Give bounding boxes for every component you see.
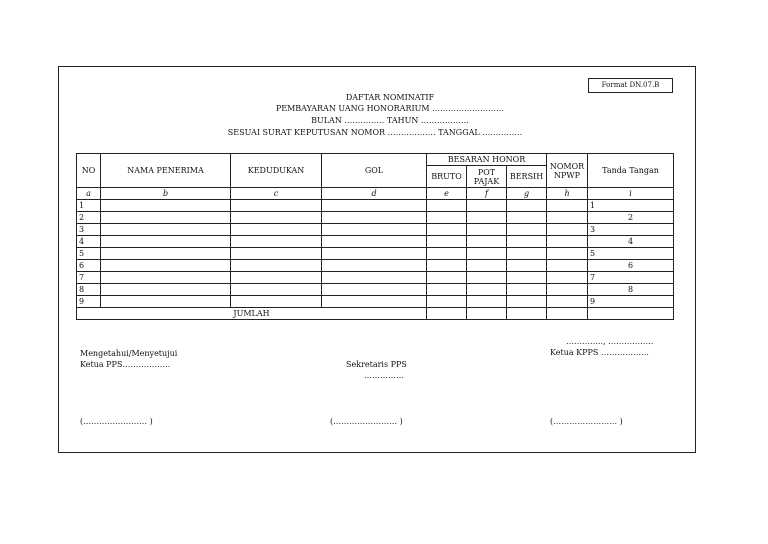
signature-slot: 9 <box>588 296 674 308</box>
place-date-line: ………….., …………….. <box>566 337 654 346</box>
row-number: 5 <box>77 248 101 260</box>
signature-slot: 8 <box>588 284 674 296</box>
header-bruto: BRUTO <box>427 166 467 188</box>
ketua-kpps-name-line: (…………………… ) <box>550 417 623 426</box>
total-row <box>77 308 674 320</box>
signature-slot: 6 <box>588 260 674 272</box>
table-row <box>77 200 674 212</box>
header-kedudukan: KEDUDUKAN <box>231 154 322 188</box>
letter-cell: c <box>231 188 322 200</box>
column-letter-row <box>77 188 674 200</box>
letter-cell: h <box>547 188 588 200</box>
signature-slot: 4 <box>588 236 674 248</box>
doc-subtitle-payment: PEMBAYARAN UANG HONORARIUM ……………………… <box>275 104 505 113</box>
row-number: 8 <box>77 284 101 296</box>
table-row <box>77 284 674 296</box>
table-row <box>77 236 674 248</box>
signature-slot: 7 <box>588 272 674 284</box>
signature-slot: 3 <box>588 224 674 236</box>
header-pot-pajak: POT PAJAK <box>467 166 507 188</box>
letter-cell: d <box>322 188 427 200</box>
table-row <box>77 224 674 236</box>
row-number: 1 <box>77 200 101 212</box>
header-bersih: BERSIH <box>507 166 547 188</box>
row-number: 3 <box>77 224 101 236</box>
doc-subtitle-decree: SESUAI SURAT KEPUTUSAN NOMOR ……………… TANGGAL …………… <box>227 128 523 137</box>
header-tanda-tangan: Tanda Tangan <box>588 154 674 188</box>
header-besaran-honor: BESARAN HONOR <box>427 154 547 166</box>
letter-cell: f <box>467 188 507 200</box>
row-number: 9 <box>77 296 101 308</box>
ketua-pps-name-line: (…………………… ) <box>80 417 153 426</box>
table-row <box>77 248 674 260</box>
header-gol: GOL <box>322 154 427 188</box>
sekretaris-pps-name-line: (…………………… ) <box>330 417 403 426</box>
row-number: 4 <box>77 236 101 248</box>
total-label: JUMLAH <box>77 308 427 320</box>
signature-slot: 1 <box>588 200 674 212</box>
table-row <box>77 296 674 308</box>
ketua-pps-label: Ketua PPS……………… <box>80 360 171 369</box>
table-row <box>77 272 674 284</box>
format-code: Format DN.07.B <box>588 78 673 93</box>
letter-cell: g <box>507 188 547 200</box>
doc-title: DAFTAR NOMINATIF <box>345 93 435 102</box>
sekretaris-pps-label: Sekretaris PPS <box>346 360 407 369</box>
ketua-kpps-label: Ketua KPPS ……………… <box>550 348 649 357</box>
header-no: NO <box>77 154 101 188</box>
letter-cell: e <box>427 188 467 200</box>
sekretaris-pps-dots: …………… <box>364 371 404 380</box>
letter-cell: i <box>588 188 674 200</box>
header-nama: NAMA PENERIMA <box>101 154 231 188</box>
doc-subtitle-period: BULAN …………… TAHUN ……………… <box>311 116 469 125</box>
nominative-table <box>76 153 674 320</box>
row-number: 6 <box>77 260 101 272</box>
table-row <box>77 212 674 224</box>
letter-cell: a <box>77 188 101 200</box>
table-row <box>77 260 674 272</box>
signature-slot: 5 <box>588 248 674 260</box>
signature-slot: 2 <box>588 212 674 224</box>
row-number: 7 <box>77 272 101 284</box>
row-number: 2 <box>77 212 101 224</box>
approval-label: Mengetahui/Menyetujui <box>80 349 178 358</box>
letter-cell: b <box>101 188 231 200</box>
header-npwp: NOMOR NPWP <box>547 154 588 188</box>
